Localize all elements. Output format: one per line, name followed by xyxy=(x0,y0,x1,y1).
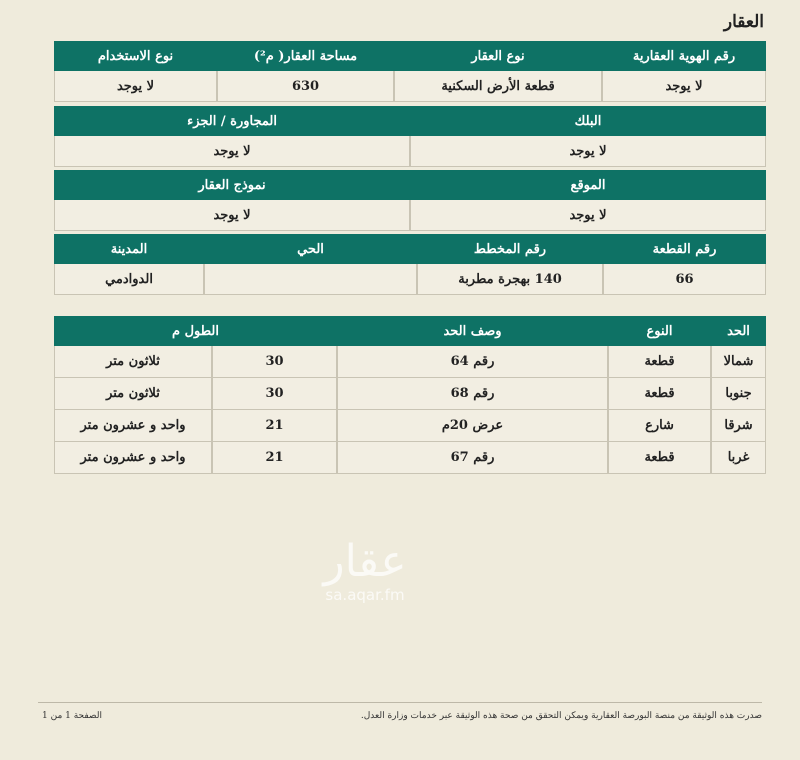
boundary-description: رقم 68 xyxy=(337,378,608,410)
boundary-length-words: واحد و عشرون متر xyxy=(54,442,212,474)
header-property-type: نوع العقار xyxy=(394,41,602,71)
boundary-type: شارع xyxy=(608,410,711,442)
property-row-location xyxy=(54,170,766,231)
value-plan-number: 140 بهجرة مطربة xyxy=(417,264,603,295)
header-length: الطول م xyxy=(54,316,337,346)
boundary-length: 30 xyxy=(212,378,337,410)
value-block: لا يوجد xyxy=(410,136,766,167)
boundary-description: رقم 64 xyxy=(337,346,608,378)
boundary-length-words: ثلاثون متر xyxy=(54,378,212,410)
value-plot-number: 66 xyxy=(603,264,766,295)
header-property-id: رقم الهوية العقارية xyxy=(602,41,766,71)
value-property-area: 630 xyxy=(217,71,394,102)
boundary-type: قطعة xyxy=(608,378,711,410)
boundary-description: عرض 20م xyxy=(337,410,608,442)
header-description: وصف الحد xyxy=(337,316,608,346)
header-neighborhood-part: المجاورة / الجزء xyxy=(54,106,410,136)
footer-divider xyxy=(38,702,762,703)
boundaries-table xyxy=(54,316,766,474)
header-property-area: مساحة العقار( م²) xyxy=(217,41,394,71)
boundary-side: شمالا xyxy=(711,346,766,378)
watermark-url: sa.aqar.fm xyxy=(325,586,405,604)
watermark-logo: عقار xyxy=(323,536,407,587)
footer-note: صدرت هذه الوثيقة من منصة البورصة العقارية ويمكن التحقق من صحة هذه الوثيقة عبر خدمات وزارة العدل. xyxy=(360,711,762,721)
header-plan-number: رقم المخطط xyxy=(417,234,603,264)
value-neighborhood-part: لا يوجد xyxy=(54,136,410,167)
boundary-type: قطعة xyxy=(608,442,711,474)
boundary-length: 21 xyxy=(212,410,337,442)
boundary-type: قطعة xyxy=(608,346,711,378)
boundary-side: شرقا xyxy=(711,410,766,442)
value-property-type: قطعة الأرض السكنية xyxy=(394,71,602,102)
aqar-watermark xyxy=(300,536,430,604)
property-row-plot xyxy=(54,234,766,295)
header-district: الحي xyxy=(204,234,417,264)
boundary-side: غربا xyxy=(711,442,766,474)
boundary-length-words: واحد و عشرون متر xyxy=(54,410,212,442)
boundary-length-words: ثلاثون متر xyxy=(54,346,212,378)
page-title: العقار xyxy=(723,12,764,32)
header-plot-number: رقم القطعة xyxy=(603,234,766,264)
property-row-identity xyxy=(54,41,766,102)
value-property-id: لا يوجد xyxy=(602,71,766,102)
value-usage-type: لا يوجد xyxy=(54,71,217,102)
header-location: الموقع xyxy=(410,170,766,200)
boundary-length: 30 xyxy=(212,346,337,378)
header-property-model: نموذج العقار xyxy=(54,170,410,200)
page-number: الصفحة 1 من 1 xyxy=(42,711,102,721)
boundary-description: رقم 67 xyxy=(337,442,608,474)
boundary-side: جنوبا xyxy=(711,378,766,410)
boundary-length: 21 xyxy=(212,442,337,474)
value-district xyxy=(204,264,417,295)
header-type: النوع xyxy=(608,316,711,346)
value-property-model: لا يوجد xyxy=(54,200,410,231)
header-block: البلك xyxy=(410,106,766,136)
header-usage-type: نوع الاستخدام xyxy=(54,41,217,71)
value-city: الدوادمي xyxy=(54,264,204,295)
property-row-block xyxy=(54,106,766,167)
value-location: لا يوجد xyxy=(410,200,766,231)
header-city: المدينة xyxy=(54,234,204,264)
header-boundary: الحد xyxy=(711,316,766,346)
